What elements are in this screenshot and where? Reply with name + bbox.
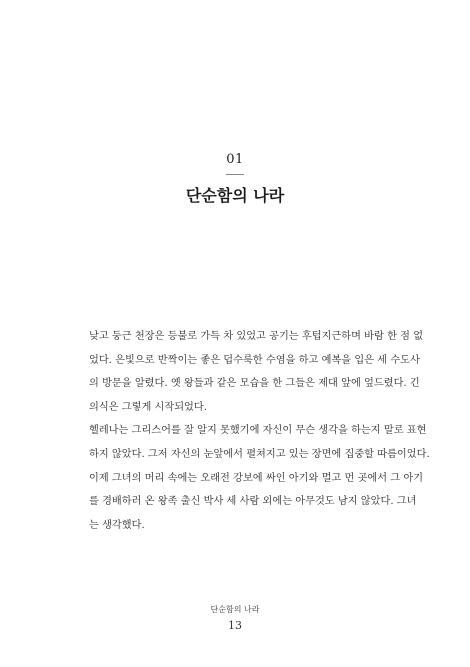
text-line: 헬레나는 그리스어를 잘 알지 못했기에 자신이 무슨 생각을 하는지 말로 표현 xyxy=(89,425,427,437)
body-text xyxy=(89,325,430,537)
text-line: 이제 그녀의 머리 속에는 오래전 강보에 싸인 아기와 멀고 먼 곳에서 그 아기 xyxy=(89,472,424,484)
text-line: 의 방문을 알렸다. 옛 왕들과 같은 모습을 한 그들은 제대 앞에 엎드렸다. 긴 xyxy=(89,378,420,390)
running-footer-title: 단순함의 나라 xyxy=(210,605,260,614)
chapter-number: 01 xyxy=(226,152,244,167)
chapter-divider xyxy=(226,174,244,175)
paragraph-1 xyxy=(89,325,424,419)
paragraph-2 xyxy=(89,419,430,537)
text-line: 의식은 그렇게 시작되었다. xyxy=(89,401,207,413)
chapter-title: 단순함의 나라 xyxy=(185,186,285,205)
page-number: 13 xyxy=(228,619,242,632)
text-line: 를 경배하러 온 왕족 출신 박사 세 사람 외에는 아무것도 남지 않았다. 그녀 xyxy=(89,496,417,508)
text-line: 하지 않았다. 그저 자신의 눈앞에서 펼쳐지고 있는 장면에 집중할 따름이었다. xyxy=(89,448,430,460)
text-line: 었다. 은빛으로 반짝이는 좋은 덥수룩한 수염을 하고 예복을 입은 세 수도사 xyxy=(89,354,420,366)
text-line: 는 생각했다. xyxy=(89,519,145,531)
text-line: 낮고 둥근 천장은 등불로 가득 차 있었고 공기는 후텁지근하며 바람 한 점 없 xyxy=(89,331,424,342)
